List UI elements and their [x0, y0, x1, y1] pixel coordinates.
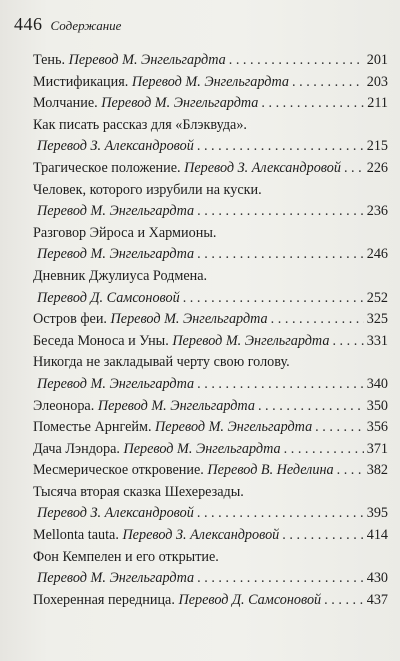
entry-translator: Перевод З. Александровой [184, 159, 341, 176]
entry-page: 203 [366, 73, 388, 90]
entry-title: Тысяча вторая сказка Шехерезады. [33, 483, 244, 500]
entry-translator: Перевод Д. Самсоновой [37, 289, 180, 306]
entry-page: 437 [366, 591, 388, 608]
entry-translator: Перевод В. Неделина [207, 462, 334, 479]
toc-entry [33, 331, 388, 353]
dot-leader [197, 503, 364, 525]
entry-page: 371 [366, 440, 388, 457]
page-number: 446 [14, 14, 43, 34]
toc-entry [33, 180, 388, 223]
toc-entry [33, 396, 388, 418]
toc-entry [33, 50, 388, 72]
dot-leader [282, 525, 363, 547]
dot-leader [197, 374, 364, 396]
page-header [14, 14, 121, 38]
toc-entry [33, 352, 388, 395]
entry-page: 331 [366, 332, 388, 349]
entry-title: Похеренная передница. [33, 591, 175, 608]
entry-translator: Перевод Д. Самсоновой [178, 591, 322, 608]
dot-leader [197, 244, 364, 266]
toc-entry [33, 547, 388, 590]
entry-translator: Перевод М. Энгельгардта [68, 52, 226, 68]
entry-page: 246 [366, 246, 388, 263]
dot-leader [344, 158, 364, 180]
entry-title: Трагическое положение. [33, 159, 181, 176]
toc-entry [33, 590, 388, 612]
entry-translator: Перевод М. Энгельгардта [101, 95, 259, 112]
entry-page: 226 [366, 159, 388, 176]
entry-translator: Перевод М. Энгельгардта [37, 246, 195, 263]
entry-page: 201 [366, 52, 388, 68]
entry-translator: Перевод М. Энгельгардта [97, 397, 255, 414]
entry-title: Элеонора. [33, 397, 95, 414]
entry-translator: Перевод М. Энгельгардта [37, 203, 195, 220]
entry-page: 211 [367, 95, 388, 112]
entry-translator: Перевод М. Энгельгардта [123, 440, 281, 457]
entry-title: Никогда не закладывай черту свою голову. [33, 354, 290, 371]
dot-leader [197, 568, 364, 590]
entry-translator: Перевод М. Энгельгардта [37, 375, 195, 392]
dot-leader [271, 309, 364, 331]
dot-leader [292, 72, 364, 94]
entry-title: Молчание. [33, 95, 98, 112]
entry-title: Месмерическое откровение. [33, 462, 204, 479]
dot-leader [183, 288, 364, 310]
entry-page: 350 [366, 397, 388, 414]
entry-page: 252 [366, 289, 388, 306]
dot-leader [315, 417, 364, 439]
entry-translator: Перевод З. Александровой [37, 505, 194, 522]
entry-title: Беседа Моноса и Уны. [33, 332, 169, 349]
dot-leader [337, 460, 364, 482]
dot-leader [258, 396, 364, 418]
entry-title: Человек, которого изрубили на куски. [33, 181, 262, 198]
entry-translator: Перевод М. Энгельгардта [110, 311, 268, 328]
toc-entry [33, 439, 388, 461]
entry-page: 414 [366, 527, 388, 544]
dot-leader [284, 439, 364, 461]
toc-entry [33, 158, 388, 180]
entry-page: 340 [366, 375, 388, 392]
section-title: Содержание [50, 18, 122, 33]
entry-page: 382 [366, 462, 388, 479]
entry-page: 215 [366, 138, 388, 155]
dot-leader [197, 136, 364, 158]
dot-leader [229, 50, 364, 72]
toc-entry [33, 525, 388, 547]
toc-entry [33, 266, 388, 309]
entry-translator: Перевод М. Энгельгардта [131, 73, 289, 90]
toc-entry [33, 309, 388, 331]
entry-title: Как писать рассказ для «Блэквуда». [33, 116, 247, 133]
entry-title: Разговор Эйроса и Хармионы. [33, 224, 217, 241]
toc-entry [33, 72, 388, 94]
entry-translator: Перевод М. Энгельгардта [37, 570, 195, 587]
entry-page: 356 [366, 419, 388, 436]
toc-entry [33, 115, 388, 158]
entry-translator: Перевод М. Энгельгардта [155, 419, 313, 436]
entry-title: Дача Лэндора. [33, 440, 120, 457]
entry-title: Фон Кемпелен и его открытие. [33, 548, 219, 565]
toc-entry [33, 460, 388, 482]
entry-title: Мистификация. [33, 73, 129, 90]
entry-page: 325 [366, 311, 388, 328]
dot-leader [332, 331, 363, 353]
table-of-contents [33, 50, 388, 611]
entry-title: Тень. [33, 52, 66, 68]
toc-entry [33, 417, 388, 439]
dot-leader [261, 93, 364, 115]
entry-title: Mellonta tauta. [33, 527, 119, 544]
entry-title: Поместье Арнгейм. [33, 419, 152, 436]
entry-page: 395 [366, 505, 388, 522]
entry-title: Дневник Джулиуса Родмена. [33, 267, 208, 284]
toc-entry [33, 93, 388, 115]
entry-translator: Перевод З. Александровой [37, 138, 194, 155]
entry-translator: Перевод М. Энгельгардта [172, 332, 330, 349]
toc-entry [33, 482, 388, 525]
dot-leader [324, 590, 364, 612]
entry-translator: Перевод З. Александровой [122, 527, 280, 544]
entry-page: 430 [366, 570, 388, 587]
entry-page: 236 [366, 203, 388, 220]
dot-leader [197, 201, 364, 223]
toc-entry [33, 223, 388, 266]
entry-title: Остров феи. [33, 311, 107, 328]
